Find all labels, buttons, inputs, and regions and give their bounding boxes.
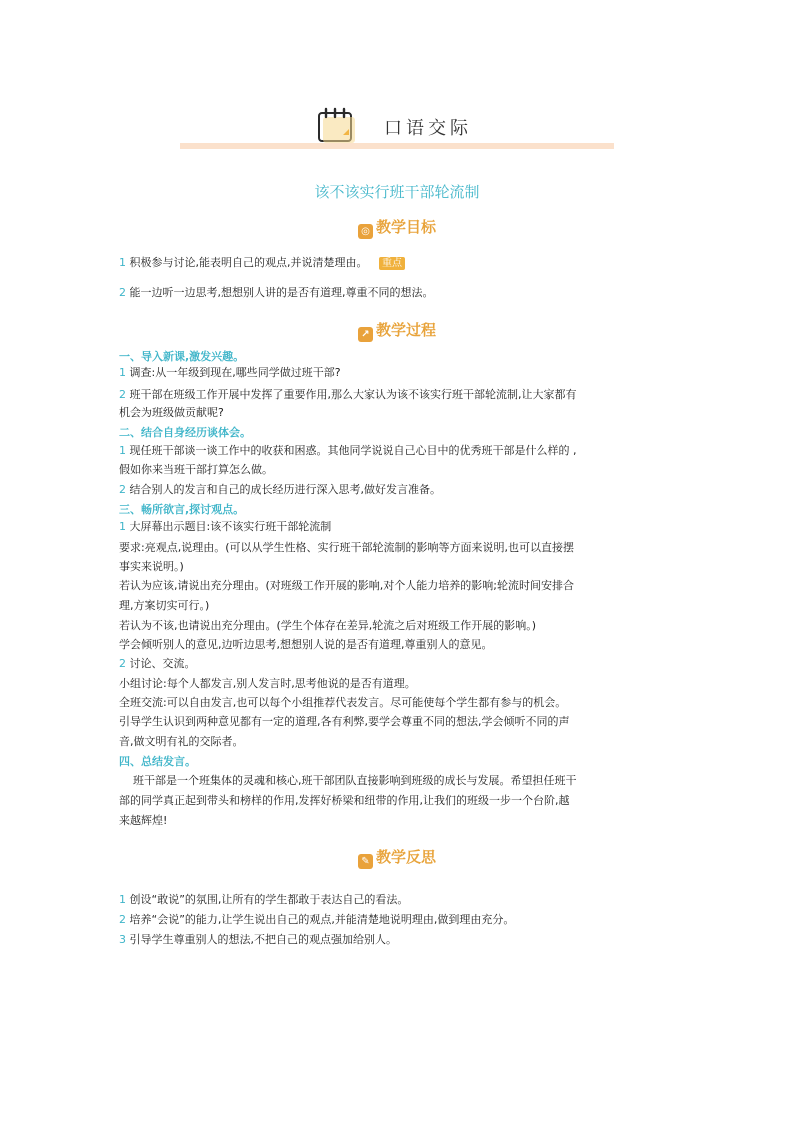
process-line: 引导学生认识到两种意见都有一定的道理,各有利弊,要学会尊重不同的想法,学会倾听不同的声 (119, 715, 570, 728)
page-header (180, 100, 614, 152)
process-line: 要求:亮观点,说理由。(可以从学生性格、实行班干部轮流制的影响等方面来说明,也可以直接摆 (119, 541, 574, 554)
process-line: 全班交流:可以自由发言,也可以每个小组推荐代表发言。尽可能使每个学生都有参与的机会。 (119, 696, 567, 709)
process-line: 学会倾听别人的意见,边听边思考,想想别人说的是否有道理,尊重别人的意见。 (119, 638, 493, 651)
line-num: 2 (119, 388, 126, 401)
goals-heading-text: 教学目标 (375, 218, 436, 236)
header-title: 口语交际 (384, 118, 472, 139)
process-line: 小组讨论:每个人都发言,别人发言时,思考他说的是否有道理。 (119, 677, 416, 690)
reflection-text: 培养“会说”的能力,让学生说出自己的观点,并能清楚地说明理由,做到理由充分。 (129, 913, 515, 926)
key-point-badge: 重点 (379, 257, 405, 270)
reflection-text: 引导学生尊重别人的想法,不把自己的观点强加给别人。 (129, 933, 397, 946)
goals-heading (0, 216, 794, 239)
reflection-item (119, 933, 397, 947)
goal-num: 2 (119, 286, 126, 299)
section-two-title: 二、结合自身经历谈体会。 (119, 426, 251, 439)
notebook-icon (316, 106, 356, 144)
line-num: 2 (119, 483, 126, 496)
goal-item (119, 286, 434, 300)
process-line: 机会为班级做贡献呢? (119, 406, 224, 419)
line-num: 1 (119, 444, 126, 457)
reflection-icon: ✎ (358, 854, 373, 869)
process-line: 音,做文明有礼的交际者。 (119, 735, 244, 748)
line-num: 2 (119, 657, 126, 670)
process-line: 来越辉煌! (119, 814, 168, 827)
process-line (119, 657, 196, 671)
reflection-num: 2 (119, 913, 126, 926)
target-icon: ◎ (358, 224, 373, 239)
line-num: 1 (119, 520, 126, 533)
line-text: 结合别人的发言和自己的成长经历进行深入思考,做好发言准备。 (129, 483, 441, 496)
process-line (119, 366, 341, 380)
reflection-text: 创设“敢说”的氛围,让所有的学生都敢于表达自己的看法。 (129, 893, 409, 906)
process-line (119, 520, 331, 534)
section-four-title: 四、总结发言。 (119, 755, 196, 768)
process-line: 若认为应该,请说出充分理由。(对班级工作开展的影响,对个人能力培养的影响;轮流时间安排合 (119, 579, 574, 592)
lesson-title: 该不该实行班干部轮流制 (314, 183, 480, 201)
process-line: 部的同学真正起到带头和榜样的作用,发挥好桥梁和纽带的作用,让我们的班级一步一个台阶,越 (119, 794, 570, 807)
process-line (119, 388, 577, 402)
line-text: 大屏幕出示题目:该不该实行班干部轮流制 (129, 520, 332, 533)
reflection-num: 3 (119, 933, 126, 946)
line-text: 调查:从一年级到现在,哪些同学做过班干部? (129, 366, 341, 379)
line-text: 讨论、交流。 (129, 657, 196, 670)
line-text: 现任班干部谈一谈工作中的收获和困惑。其他同学说说自己心目中的优秀班干部是什么样的 , (129, 444, 577, 457)
header-underline (180, 143, 614, 149)
goal-item (119, 256, 405, 270)
reflection-heading (0, 846, 794, 869)
goal-text: 积极参与讨论,能表明自己的观点,并说清楚理由。 (129, 256, 368, 269)
process-line: 班干部是一个班集体的灵魂和核心,班干部团队直接影响到班级的成长与发展。希望担任班干 (133, 774, 577, 787)
process-line: 假如你来当班干部打算怎么做。 (119, 463, 273, 476)
section-one-title: 一、导入新课,激发兴趣。 (119, 350, 245, 363)
process-line: 理,方案切实可行。) (119, 599, 210, 612)
process-heading (0, 319, 794, 342)
process-line: 若认为不该,也请说出充分理由。(学生个体存在差异,轮流之后对班级工作开展的影响。) (119, 619, 537, 632)
reflection-item (119, 893, 408, 907)
goal-text: 能一边听一边思考,想想别人讲的是否有道理,尊重不同的想法。 (129, 286, 434, 299)
process-line (119, 444, 577, 458)
reflection-heading-text: 教学反思 (375, 848, 436, 866)
process-heading-text: 教学过程 (375, 321, 436, 339)
reflection-num: 1 (119, 893, 126, 906)
reflection-item (119, 913, 514, 927)
line-text: 班干部在班级工作开展中发挥了重要作用,那么大家认为该不该实行班干部轮流制,让大家都有 (129, 388, 577, 401)
process-line (119, 483, 441, 497)
process-line: 事实来说明。) (119, 560, 184, 573)
goal-num: 1 (119, 256, 126, 269)
section-three-title: 三、畅所欲言,探讨观点。 (119, 503, 245, 516)
line-num: 1 (119, 366, 126, 379)
process-icon: ↗ (358, 327, 373, 342)
